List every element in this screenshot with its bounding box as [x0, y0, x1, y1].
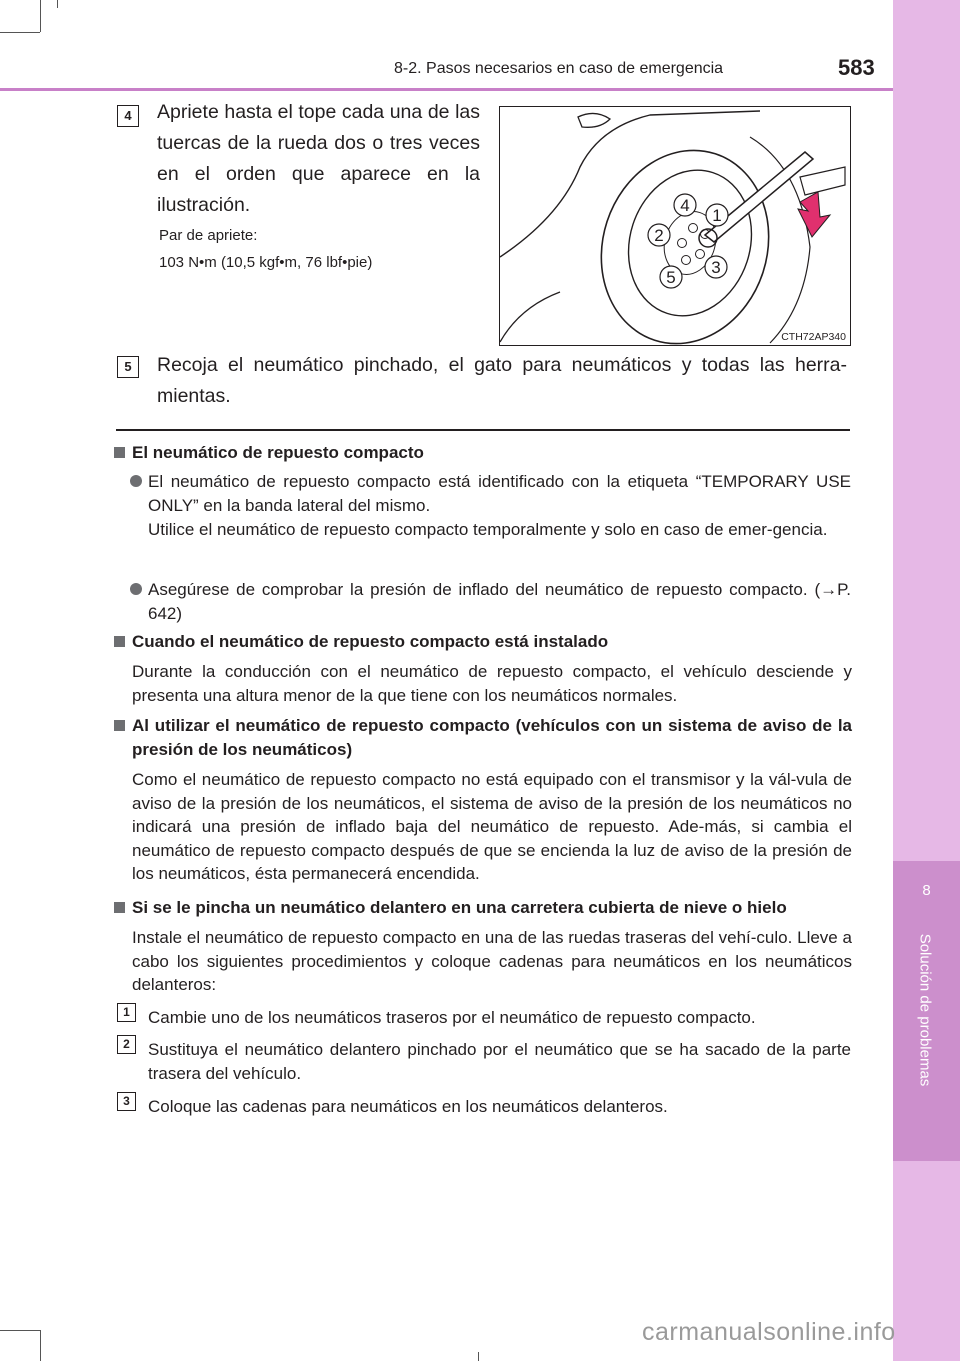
turn-direction-arrow: [798, 192, 830, 237]
lug-nut: [678, 239, 687, 248]
crop-mark: [478, 1352, 479, 1361]
crop-mark: [40, 0, 41, 32]
section-title: 8-2. Pasos necesarios en caso de emergencia: [394, 60, 724, 77]
step-text: Cambie uno de los neumáticos traseros por el neumático de repuesto compacto.: [148, 1008, 756, 1027]
step-text: Recoja el neumático pinchado, el gato para neumáticos y todas las herra-mientas.: [157, 354, 847, 407]
watermark: carmanualsonline.info: [642, 1318, 896, 1346]
step-number-badge: 4: [117, 105, 139, 127]
nut-order-label: 4: [680, 196, 690, 215]
chapter-number: 8: [922, 882, 931, 899]
section-text: Durante la conducción con el neumático de repuesto compacto, el vehículo desciende y presenta una altura menor de la que tiene con los neumáticos normales.: [132, 662, 852, 705]
nut-order-label: 5: [666, 268, 676, 287]
wheel-nut-illustration: [499, 106, 851, 346]
square-bullet-icon: [114, 902, 125, 913]
section-text: Como el neumático de repuesto compacto no está equipado con el transmisor y la vál-vula de aviso de la presión de los neumáticos, el sistema de aviso de la presión de los neumáticos no indicará una presión de inflado baja del neumático de repuesto. Ade-más, si cambia el neumático de repuesto compacto después de que se encienda la luz de aviso de la presión de los neumáticos, ésta permanecerá encendida.: [132, 770, 852, 883]
torque-value: 103 N•m (10,5 kgf•m, 76 lbf•pie): [159, 254, 373, 271]
lug-wrench: [705, 152, 813, 242]
section-heading: El neumático de repuesto compacto: [132, 443, 424, 462]
step-text: Apriete hasta el tope cada una de las tuercas de la rueda dos o tres veces en el orden que aparece en la ilustración.: [157, 101, 480, 216]
bullet-text: El neumático de repuesto compacto está identificado con la etiqueta “TEMPORARY USE ONLY” en la banda lateral del mismo.: [148, 472, 851, 515]
crop-mark: [57, 0, 58, 8]
body-line: [500, 292, 560, 342]
wrench-handle: [800, 167, 845, 195]
step-number-badge: 1: [117, 1003, 136, 1022]
section-heading: Cuando el neumático de repuesto compacto está instalado: [132, 632, 609, 651]
bullet-text: Asegúrese de comprobar la presión de inflado del neumático de repuesto compacto. (→P. 642): [148, 580, 851, 623]
fender-detail: [578, 113, 610, 127]
step-text: Sustituya el neumático delantero pinchado por el neumático que se ha sacado de la parte trasera del vehículo.: [148, 1040, 851, 1083]
section-divider: [116, 429, 850, 431]
square-bullet-icon: [114, 636, 125, 647]
chapter-title: Solución de problemas: [916, 933, 934, 1087]
nut-order-label: 1: [712, 206, 722, 225]
lug-nut: [682, 256, 691, 265]
step-number-badge: 2: [117, 1035, 136, 1054]
tyre-outer: [577, 128, 794, 345]
square-bullet-icon: [114, 447, 125, 458]
round-bullet-icon: [130, 475, 142, 487]
figure-code: CTH72AP340: [781, 331, 846, 343]
section-heading: Al utilizar el neumático de repuesto compacto (vehículos con un sistema de aviso de la presión de los neumáticos): [132, 716, 852, 759]
step-text: Coloque las cadenas para neumáticos en los neumáticos delanteros.: [148, 1097, 668, 1116]
lug-nut: [689, 224, 698, 233]
crop-mark: [40, 1330, 41, 1361]
wheel-diagram: [500, 107, 850, 345]
round-bullet-icon: [130, 583, 142, 595]
square-bullet-icon: [114, 720, 125, 731]
crop-mark: [0, 1330, 40, 1331]
lug-nut: [696, 250, 705, 259]
nut-order-label: 2: [654, 226, 664, 245]
nut-order-label: 3: [711, 258, 721, 277]
torque-label: Par de apriete:: [159, 227, 258, 244]
section-heading: Si se le pincha un neumático delantero en una carretera cubierta de nieve o hielo: [132, 898, 787, 917]
step-number-badge: 3: [117, 1092, 136, 1111]
step-number-badge: 5: [117, 356, 139, 378]
crop-mark: [0, 32, 40, 33]
page-number: 583: [838, 55, 875, 80]
header-rule: [0, 88, 893, 91]
bullet-text: Utilice el neumático de repuesto compacto temporalmente y solo en caso de emer-gencia.: [148, 520, 828, 539]
section-text: Instale el neumático de repuesto compacto en una de las ruedas traseras del vehí-culo. Lleve a cabo los siguientes procedimientos y coloque cadenas para neumáticos en los neumáticos delanteros:: [132, 928, 852, 994]
